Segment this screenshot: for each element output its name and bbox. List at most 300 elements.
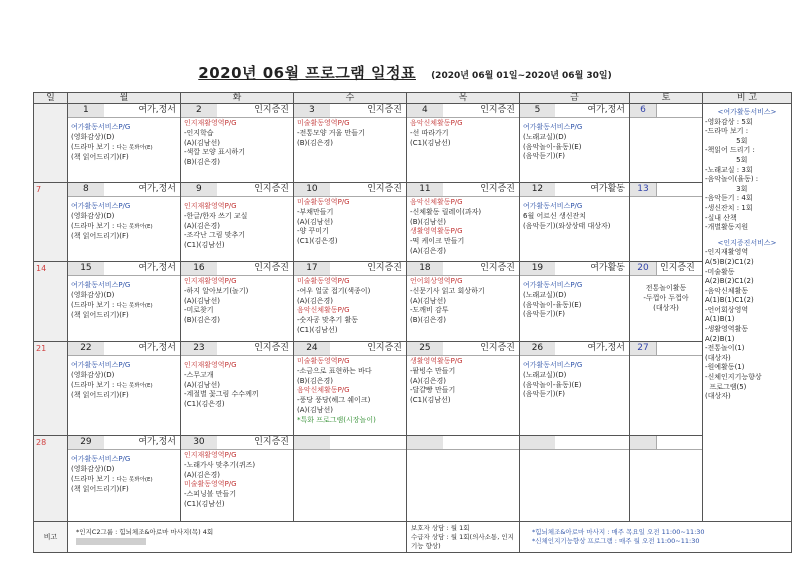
- day-header: [68, 342, 180, 356]
- program-line: [184, 306, 290, 316]
- day-cell-thu: [407, 436, 520, 522]
- program-line: [184, 287, 290, 297]
- program-line: [297, 386, 403, 396]
- program-line: [71, 153, 177, 163]
- day-header: [520, 342, 629, 356]
- program-type: [443, 436, 519, 449]
- program-text: (B)(김은경): [184, 316, 221, 325]
- program-text: -신체활동 릴레이(과자): [410, 207, 482, 216]
- sunday-cell: [34, 104, 68, 183]
- program-text: -노래가사 맞추기(퀴즈): [184, 460, 256, 469]
- program-text: (책 읽어드리기)(F): [71, 153, 129, 162]
- program-text: 언어회상영역P/G: [410, 277, 463, 285]
- day-header: [68, 436, 180, 450]
- day-header: [294, 183, 406, 197]
- program-text: (음악듣기)(F): [523, 310, 565, 319]
- day-cell-mon: [68, 104, 181, 183]
- program-line: [71, 371, 177, 381]
- sunday-date: 28: [36, 438, 47, 447]
- program-line: [71, 381, 177, 392]
- day-program: [520, 356, 629, 401]
- day-header: [68, 262, 180, 276]
- program-line: [410, 237, 516, 247]
- program-text: (A)(김남선): [184, 138, 220, 147]
- day-number: 5: [520, 104, 555, 117]
- day-cell-wed: [294, 183, 407, 262]
- program-text: -스무고개: [184, 370, 214, 379]
- header-sat: 토: [630, 93, 703, 104]
- day-number: [407, 436, 443, 449]
- program-text: (A)(김은경): [297, 296, 333, 305]
- day-cell-thu: [407, 183, 520, 262]
- program-type: [330, 436, 406, 449]
- program-type: [657, 342, 702, 355]
- program-text: 인지재활영역P/G: [184, 451, 237, 459]
- program-line: [184, 390, 290, 400]
- day-number: 8: [68, 183, 104, 196]
- program-text: -떡 케이크 만들기: [410, 237, 465, 246]
- day-header: [181, 342, 293, 356]
- program-type: 여가,정서: [138, 105, 176, 115]
- program-text: 여가활동서비스P/G: [71, 202, 131, 210]
- program-text: (책 읽어드리기)(F): [71, 232, 129, 241]
- sunday-cell: [34, 183, 68, 262]
- program-line: [71, 485, 177, 495]
- redacted-block: [76, 538, 146, 545]
- program-line: [523, 381, 626, 391]
- program-type: 여가,정서: [138, 437, 176, 447]
- program-line: [410, 139, 516, 149]
- program-line: [523, 133, 626, 143]
- program-text: 여가활동서비스P/G: [523, 281, 583, 289]
- program-line: [184, 361, 290, 371]
- program-text: 여가활동서비스P/G: [523, 202, 583, 210]
- program-line: [184, 139, 290, 149]
- note-line: (대상자): [705, 353, 731, 362]
- day-number: 6: [630, 104, 657, 117]
- note-line: <여가활동서비스>: [717, 108, 777, 116]
- footer-consult-2: 수급자 상담 : 월 1회(의사소통, 인지기능 향상): [411, 532, 514, 550]
- program-text: 여가활동서비스P/G: [523, 123, 583, 131]
- header-fri: 금: [520, 93, 630, 104]
- note-line: -전통놀이(1): [705, 344, 745, 353]
- day-header: [520, 183, 629, 197]
- day-program: [181, 197, 293, 252]
- program-subtext: 다는 못봐아(E): [116, 302, 153, 309]
- day-header: [294, 436, 406, 450]
- program-text: -두껍아 두껍아: [643, 293, 689, 302]
- program-text: (영화감상)(D): [71, 370, 115, 379]
- day-cell-sat: [630, 436, 703, 522]
- day-number: 19: [520, 262, 555, 275]
- program-text: (A)(김남선): [297, 217, 333, 226]
- day-cell-tue: [181, 342, 294, 436]
- program-line: [297, 119, 403, 129]
- day-cell-mon: [68, 342, 181, 436]
- day-number: 10: [294, 183, 330, 196]
- program-text: 여가활동서비스P/G: [71, 123, 131, 131]
- day-cell-thu: [407, 104, 520, 183]
- program-line: [71, 475, 177, 486]
- program-line: [184, 371, 290, 381]
- program-text: (음악놀이-율동)(E): [523, 300, 582, 309]
- program-line: [523, 301, 626, 311]
- program-text: (A)(김남선): [297, 405, 333, 414]
- program-line: [410, 277, 516, 287]
- program-text: -숫자공 맞추기 활동: [297, 316, 359, 325]
- program-text: -여우 얼굴 접기(색종이): [297, 286, 371, 295]
- day-cell-wed: [294, 104, 407, 183]
- program-text: -풍당 풍당(헤그 쉐이크): [297, 396, 371, 405]
- program-line: [71, 301, 177, 312]
- note-line: -언어회상영역: [705, 305, 749, 314]
- program-text: -한글/한자 쓰기 교실: [184, 211, 248, 220]
- program-text: 미술활동영역P/G: [297, 357, 350, 365]
- day-cell-wed: [294, 436, 407, 522]
- program-line: [184, 212, 290, 222]
- program-text: (C1)(김남선): [184, 499, 225, 508]
- note-line: A(1)B(1): [705, 315, 735, 324]
- day-program: [181, 356, 293, 411]
- sunday-cell: [34, 436, 68, 522]
- program-text: (C1)(김남선): [410, 396, 451, 405]
- day-number: 20: [630, 262, 657, 275]
- program-line: [297, 416, 403, 426]
- program-line: [71, 455, 177, 465]
- note-line: -신체인지기능향상: [705, 373, 762, 382]
- program-text: -도깨비 감투: [410, 306, 449, 315]
- note-line: -개별활동지원: [705, 223, 749, 232]
- program-text: (B)(김은경): [297, 138, 334, 147]
- program-text: -전통모양 거울 만들기: [297, 128, 365, 137]
- program-type: 여가활동: [590, 263, 625, 273]
- program-type: [657, 436, 702, 449]
- week-row: [34, 262, 792, 342]
- program-text: (음악듣기)(F): [523, 390, 565, 399]
- program-line: [184, 202, 290, 212]
- day-number: 24: [294, 342, 330, 355]
- program-line: [184, 400, 290, 410]
- program-text: -미로찾기: [184, 306, 214, 315]
- day-header: [630, 342, 702, 356]
- program-line: [184, 500, 290, 510]
- program-text: (노래교실)(D): [523, 370, 567, 379]
- program-line: [184, 381, 290, 391]
- program-text: -스피닝볼 만들기: [184, 490, 237, 499]
- program-text: 인지재활영역P/G: [184, 277, 237, 285]
- program-type: 인지증진: [367, 105, 402, 115]
- day-number: 29: [68, 436, 104, 449]
- program-line: [71, 465, 177, 475]
- day-number: 12: [520, 183, 555, 196]
- note-line: -책읽어 드리기 :: [705, 146, 755, 155]
- program-line: [71, 123, 177, 133]
- day-cell-tue: [181, 183, 294, 262]
- note-list: [703, 104, 791, 406]
- program-line: [297, 297, 403, 307]
- day-cell-sat: [630, 183, 703, 262]
- program-line: [184, 148, 290, 158]
- program-text: -부채만들기: [297, 207, 334, 216]
- note-line: -노래교실 : 3회: [705, 165, 753, 174]
- program-line: [410, 377, 516, 387]
- program-line: [297, 227, 403, 237]
- program-line: [410, 367, 516, 377]
- footer-sched-cell: [520, 522, 792, 553]
- day-program: [68, 118, 180, 164]
- program-text: 생활영역활동P/G: [410, 357, 463, 365]
- program-text: 여가활동서비스P/G: [71, 455, 131, 463]
- program-text: 전통놀이활동: [645, 284, 687, 292]
- program-text: 미술활동영역P/G: [184, 480, 237, 489]
- program-line: [71, 281, 177, 291]
- program-line: [410, 247, 516, 257]
- day-program: [294, 197, 406, 248]
- day-header: [630, 262, 702, 276]
- program-line: [633, 284, 699, 294]
- program-text: -하지 알아보기(놀기): [184, 286, 249, 295]
- day-number: 26: [520, 342, 555, 355]
- day-number: [520, 436, 555, 449]
- note-cell: [703, 104, 792, 522]
- program-text: 여가활동서비스P/G: [71, 361, 131, 369]
- program-text: 인지재활영역P/G: [184, 361, 237, 369]
- day-cell-sat: [630, 104, 703, 183]
- note-line: 5회: [705, 155, 748, 164]
- program-text: (A)(김남선): [410, 296, 446, 305]
- program-text: (책 읽어드리기)(F): [71, 391, 129, 400]
- program-type: 여가,정서: [138, 343, 176, 353]
- footer-consult-1: 보호자 상담 : 월 1회: [411, 523, 470, 532]
- program-text: -선 따라가기: [410, 128, 449, 137]
- schedule-table: [33, 92, 792, 553]
- footer-row: [34, 522, 792, 553]
- day-program: [407, 118, 519, 149]
- program-line: [71, 212, 177, 222]
- day-program: [294, 356, 406, 427]
- program-text: (노래교실)(D): [523, 290, 567, 299]
- day-cell-fri: [520, 262, 630, 342]
- day-cell-mon: [68, 262, 181, 342]
- note-line: <인지증진서비스>: [717, 238, 777, 247]
- day-cell-thu: [407, 262, 520, 342]
- program-line: [523, 212, 626, 222]
- program-line: [410, 357, 516, 367]
- program-text: 음악신체활동P/G: [297, 386, 350, 395]
- day-cell-fri: [520, 436, 630, 522]
- program-line: [410, 218, 516, 228]
- program-text: -양 꾸미기: [297, 227, 329, 236]
- page-title: 2020년 06월 프로그램 일정표: [198, 64, 416, 82]
- program-line: [410, 316, 516, 326]
- day-number: 18: [407, 262, 443, 275]
- program-text: (A)(김은경): [184, 470, 220, 479]
- day-cell-fri: [520, 183, 630, 262]
- header-thu: 목: [407, 93, 520, 104]
- note-line: -생활영역활동: [705, 325, 749, 334]
- day-header: [630, 183, 702, 197]
- day-header: [294, 104, 406, 118]
- program-text: -신문기사 읽고 회상하기: [410, 286, 485, 295]
- week-row: [34, 104, 792, 183]
- note-line: -원예활동(1): [705, 363, 745, 372]
- day-cell-fri: [520, 104, 630, 183]
- day-cell-thu: [407, 342, 520, 436]
- day-cell-mon: [68, 436, 181, 522]
- program-text: (음악듣기)(F): [523, 152, 565, 161]
- title-block: [0, 62, 810, 83]
- note-line: A(1)B(1)C1(2): [705, 296, 754, 305]
- program-line: [71, 222, 177, 233]
- day-header: [294, 342, 406, 356]
- program-line: [184, 158, 290, 168]
- program-line: [523, 222, 626, 232]
- program-line: [184, 316, 290, 326]
- day-number: 1: [68, 104, 104, 117]
- day-program: [181, 118, 293, 169]
- program-line: [184, 277, 290, 287]
- program-line: [523, 310, 626, 320]
- program-line: [184, 129, 290, 139]
- day-number: 2: [181, 104, 217, 117]
- program-line: [297, 367, 403, 377]
- day-number: 16: [181, 262, 217, 275]
- note-line: -음악신체활동: [705, 286, 749, 295]
- footer-c2-cell: [68, 522, 407, 553]
- day-program: [520, 118, 629, 163]
- day-header: [181, 104, 293, 118]
- program-type: 여가,정서: [587, 105, 625, 115]
- program-type: 인지증진: [254, 105, 289, 115]
- program-text: 6월 어르신 생신잔치: [523, 211, 586, 220]
- week-row: [34, 342, 792, 436]
- program-text: (영화감상)(D): [71, 132, 115, 141]
- date-range: (2020년 06월 01일~2020년 06월 30일): [431, 71, 612, 81]
- program-type: [657, 183, 702, 196]
- note-line: -인지재활영역: [705, 248, 749, 257]
- program-text: (책 읽어드리기)(F): [71, 485, 129, 494]
- program-line: [297, 316, 403, 326]
- program-text: 미술활동영역P/G: [297, 198, 350, 206]
- program-type: 인지증진: [480, 184, 515, 194]
- day-number: 4: [407, 104, 443, 117]
- program-line: [410, 119, 516, 129]
- header-sun: 일: [34, 93, 68, 104]
- program-text: 미술활동영역P/G: [297, 119, 350, 127]
- program-line: [71, 361, 177, 371]
- program-text: (A)(김은경): [410, 246, 446, 255]
- program-line: [184, 451, 290, 461]
- day-program: [407, 276, 519, 327]
- day-program: [520, 276, 629, 321]
- program-text: (C1)(김남선): [410, 138, 451, 147]
- note-line: A(5)B(2)C1(2): [705, 257, 754, 266]
- program-line: [523, 291, 626, 301]
- footer-c2-text: *인지C2그룹 : 힘뇌체조&아로마 마사지(목) 4회: [76, 528, 214, 536]
- program-text: (드라마 보기 :: [71, 300, 117, 309]
- program-line: [633, 304, 699, 314]
- program-type: 인지증진: [367, 263, 402, 273]
- program-line: [410, 129, 516, 139]
- program-line: [184, 222, 290, 232]
- day-program: [407, 197, 519, 258]
- program-text: (B)(김남선): [410, 217, 447, 226]
- sunday-date: 7: [36, 185, 42, 194]
- day-number: 11: [407, 183, 443, 196]
- program-text: (A)(김남선): [184, 296, 220, 305]
- program-text: (노래교실)(D): [523, 132, 567, 141]
- footer-sched-2: *신체인지기능향상 프로그램 : 매주 월 오전 11:00~11:30: [532, 537, 700, 545]
- program-text: -팥빙수 만들기: [410, 366, 456, 375]
- note-line: 3회: [705, 184, 748, 193]
- day-number: 13: [630, 183, 657, 196]
- sunday-date: [34, 104, 67, 108]
- program-line: [184, 231, 290, 241]
- program-line: [297, 326, 403, 336]
- day-number: 9: [181, 183, 217, 196]
- program-type: 여가활동: [590, 184, 625, 194]
- program-text: 음악신체활동P/G: [410, 198, 463, 206]
- note-line: A(2)B(2)C1(2): [705, 277, 754, 286]
- header-wed: 수: [294, 93, 407, 104]
- program-type: [657, 104, 702, 117]
- day-program: [68, 356, 180, 402]
- program-text: *특화 프로그램(시장놀이): [297, 415, 376, 424]
- note-line: -생신잔치 : 1회: [705, 203, 753, 212]
- program-type: [555, 436, 629, 449]
- program-type: 여가,정서: [138, 184, 176, 194]
- program-line: [71, 291, 177, 301]
- program-line: [523, 361, 626, 371]
- day-header: [68, 183, 180, 197]
- day-header: [630, 436, 702, 450]
- program-line: [297, 218, 403, 228]
- note-line: -영화감상 : 5회: [705, 117, 753, 126]
- program-text: (영화감상)(D): [71, 290, 115, 299]
- program-text: (음악놀이-율동)(E): [523, 142, 582, 151]
- header-mon: 월: [68, 93, 181, 104]
- program-text: (드라마 보기 :: [71, 221, 117, 230]
- program-text: -계절별 꽃그림 수수께끼: [184, 390, 259, 399]
- note-line: 프로그램(5): [705, 382, 747, 391]
- program-text: (C1)(김은경): [184, 400, 225, 409]
- sunday-cell: [34, 262, 68, 342]
- program-line: [523, 152, 626, 162]
- program-line: [71, 133, 177, 143]
- program-line: [184, 490, 290, 500]
- day-program: [407, 356, 519, 407]
- program-line: [523, 390, 626, 400]
- program-text: 인지재활영역P/G: [184, 202, 237, 210]
- note-line: A(2)B(1): [705, 334, 735, 343]
- program-text: (책 읽어드리기)(F): [71, 311, 129, 320]
- program-text: (A)(김은경): [410, 376, 446, 385]
- day-header: [68, 104, 180, 118]
- program-text: (음악놀이-율동)(E): [523, 380, 582, 389]
- program-text: 생활영역활동P/G: [410, 227, 463, 236]
- program-type: 인지증진: [480, 263, 515, 273]
- program-text: -달걀빵 만들기: [410, 386, 456, 395]
- program-line: [297, 277, 403, 287]
- day-cell-wed: [294, 342, 407, 436]
- program-type: 인지증진: [254, 184, 289, 194]
- program-line: [297, 377, 403, 387]
- program-line: [633, 294, 699, 304]
- day-cell-sat: [630, 342, 703, 436]
- program-text: (A)(김은경): [184, 221, 220, 230]
- program-line: [297, 198, 403, 208]
- program-type: 인지증진: [254, 343, 289, 353]
